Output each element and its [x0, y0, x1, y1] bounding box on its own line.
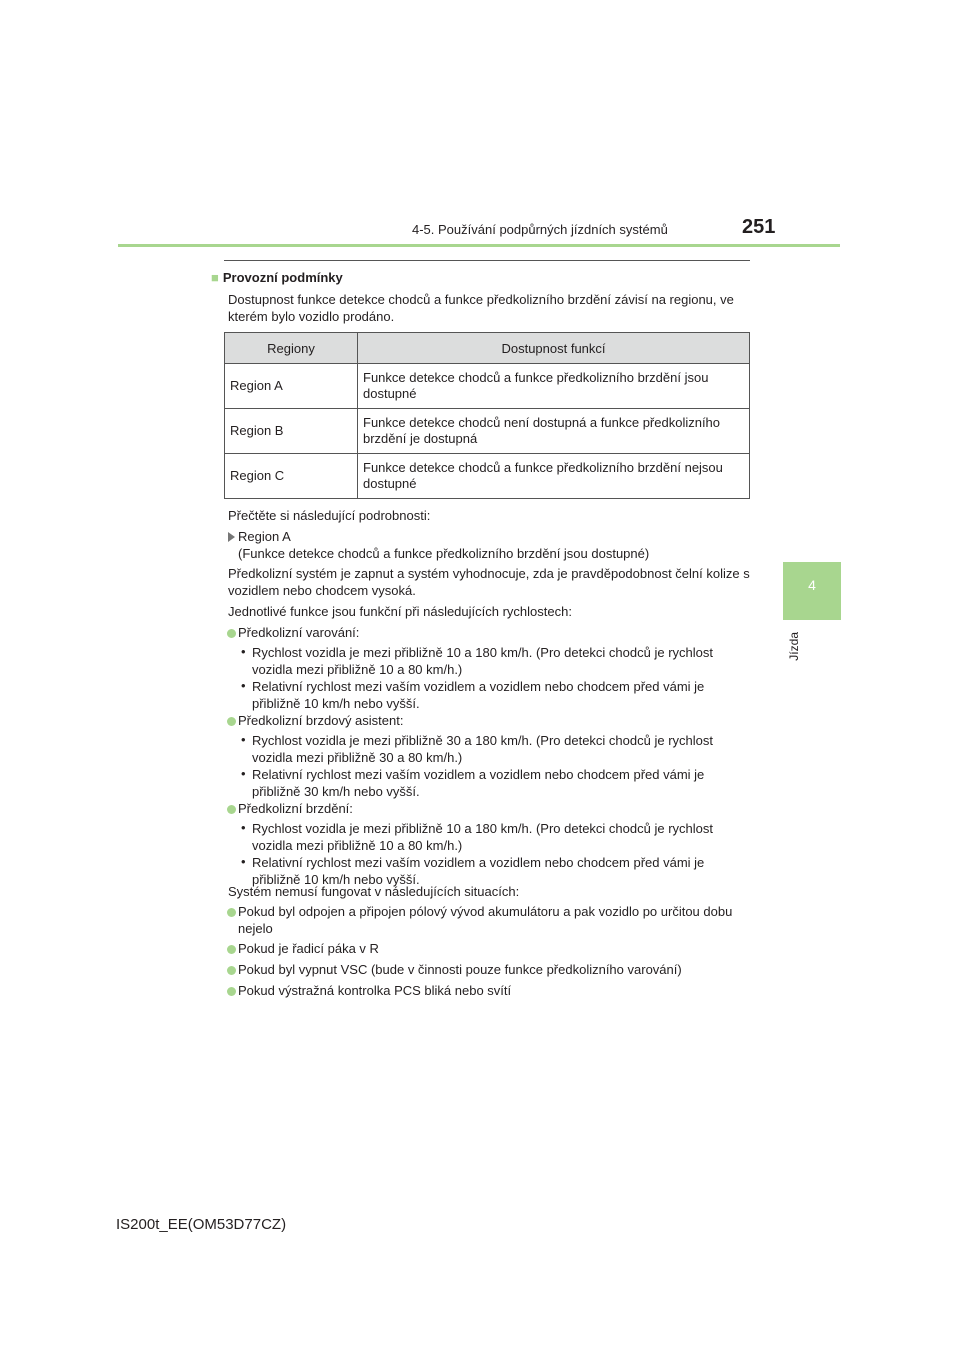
chapter-label: Jízda [787, 632, 801, 661]
table-cell: Funkce detekce chodců není dostupná a funkce předkolizního brzdění je dostupná [358, 409, 750, 454]
header-section-title: 4-5. Používání podpůrných jízdních systémů [412, 222, 668, 237]
bullet-dot: • [241, 732, 246, 747]
paragraph-2: Jednotlivé funkce jsou funkční při následujících rychlostech: [228, 604, 572, 619]
item-title: Předkolizní varování: [238, 625, 360, 640]
circle-bullet-icon [227, 945, 236, 954]
chapter-tab[interactable]: 4 [783, 562, 841, 620]
table-cell: Region C [225, 454, 358, 499]
triangle-arrow-icon [228, 532, 235, 542]
bullet-text: Rychlost vozidla je mezi přibližně 10 a 180 km/h. (Pro detekci chodců je rychlost vozidla mezi přibližně 10 a 80 km/h.) [252, 645, 713, 677]
intro-text: Dostupnost funkce detekce chodců a funkce předkolizního brzdění závisí na regionu, ve kterém bylo vozidlo prodáno. [228, 292, 734, 324]
page-number: 251 [742, 216, 776, 238]
header-rule [118, 244, 840, 247]
item-title: Předkolizní brzdový asistent: [238, 713, 404, 728]
circle-bullet-icon [227, 966, 236, 975]
regions-table [224, 332, 750, 499]
section-rule [224, 260, 750, 261]
table-cell: Region A [225, 364, 358, 409]
bullet-text: Relativní rychlost mezi vaším vozidlem a vozidlem nebo chodcem před vámi je přibližně 10 km/h nebo vyšší. [252, 679, 705, 711]
bullet-dot: • [241, 678, 246, 693]
circle-bullet-icon [227, 908, 236, 917]
situation-item: Pokud je řadicí páka v R [238, 941, 379, 956]
bullet-dot: • [241, 854, 246, 869]
section-title-text: Provozní podmínky [222, 270, 343, 285]
item-title: Předkolizní brzdění: [238, 801, 353, 816]
bullet-text: Relativní rychlost mezi vaším vozidlem a vozidlem nebo chodcem před vámi je přibližně 30 km/h nebo vyšší. [252, 767, 705, 799]
paragraph-1: Předkolizní systém je zapnut a systém vyhodnocuje, zda je pravděpodobnost čelní kolize s vozidlem nebo chodcem vysoká. [228, 566, 750, 598]
table-row [225, 454, 750, 499]
situation-item: Pokud výstražná kontrolka PCS bliká nebo svítí [238, 983, 512, 998]
read-more-text: Přečtěte si následující podrobnosti: [228, 508, 431, 523]
table-row [225, 409, 750, 454]
reference-subtitle: (Funkce detekce chodců a funkce předkolizního brzdění jsou dostupné) [238, 546, 650, 561]
footer-doc-code: IS200t_EE(OM53D77CZ) [116, 1216, 287, 1233]
bullet-dot: • [241, 820, 246, 835]
table-header: Dostupnost funkcí [358, 333, 750, 364]
circle-bullet-icon [227, 805, 236, 814]
circle-bullet-icon [227, 717, 236, 726]
table-header-row [225, 333, 750, 364]
bullet-text: Rychlost vozidla je mezi přibližně 10 a 180 km/h. (Pro detekci chodců je rychlost vozidla mezi přibližně 10 a 80 km/h.) [252, 821, 713, 853]
table-cell: Funkce detekce chodců a funkce předkolizního brzdění jsou dostupné [358, 364, 750, 409]
table-row [225, 364, 750, 409]
bullet-text: Rychlost vozidla je mezi přibližně 30 a 180 km/h. (Pro detekci chodců je rychlost vozidla mezi přibližně 30 a 80 km/h.) [252, 733, 713, 765]
circle-bullet-icon [227, 987, 236, 996]
circle-bullet-icon [227, 629, 236, 638]
bullet-text: Relativní rychlost mezi vaším vozidlem a vozidlem nebo chodcem před vámi je přibližně 10 km/h nebo vyšší. [252, 855, 705, 887]
situation-item: Pokud byl vypnut VSC (bude v činnosti pouze funkce předkolizního varování) [238, 962, 682, 977]
situations-intro: Systém nemusí fungovat v následujících situacích: [228, 884, 520, 899]
table-cell: Region B [225, 409, 358, 454]
table-header: Regiony [225, 333, 358, 364]
section-title [211, 270, 343, 285]
table-cell: Funkce detekce chodců a funkce předkolizního brzdění nejsou dostupné [358, 454, 750, 499]
square-bullet-icon: ■ [211, 270, 219, 285]
bullet-dot: • [241, 766, 246, 781]
bullet-dot: • [241, 644, 246, 659]
situation-item: Pokud byl odpojen a připojen pólový vývod akumulátoru a pak vozidlo po určitou dobu nejelo [238, 904, 733, 936]
reference-link[interactable]: Region A [238, 529, 291, 544]
